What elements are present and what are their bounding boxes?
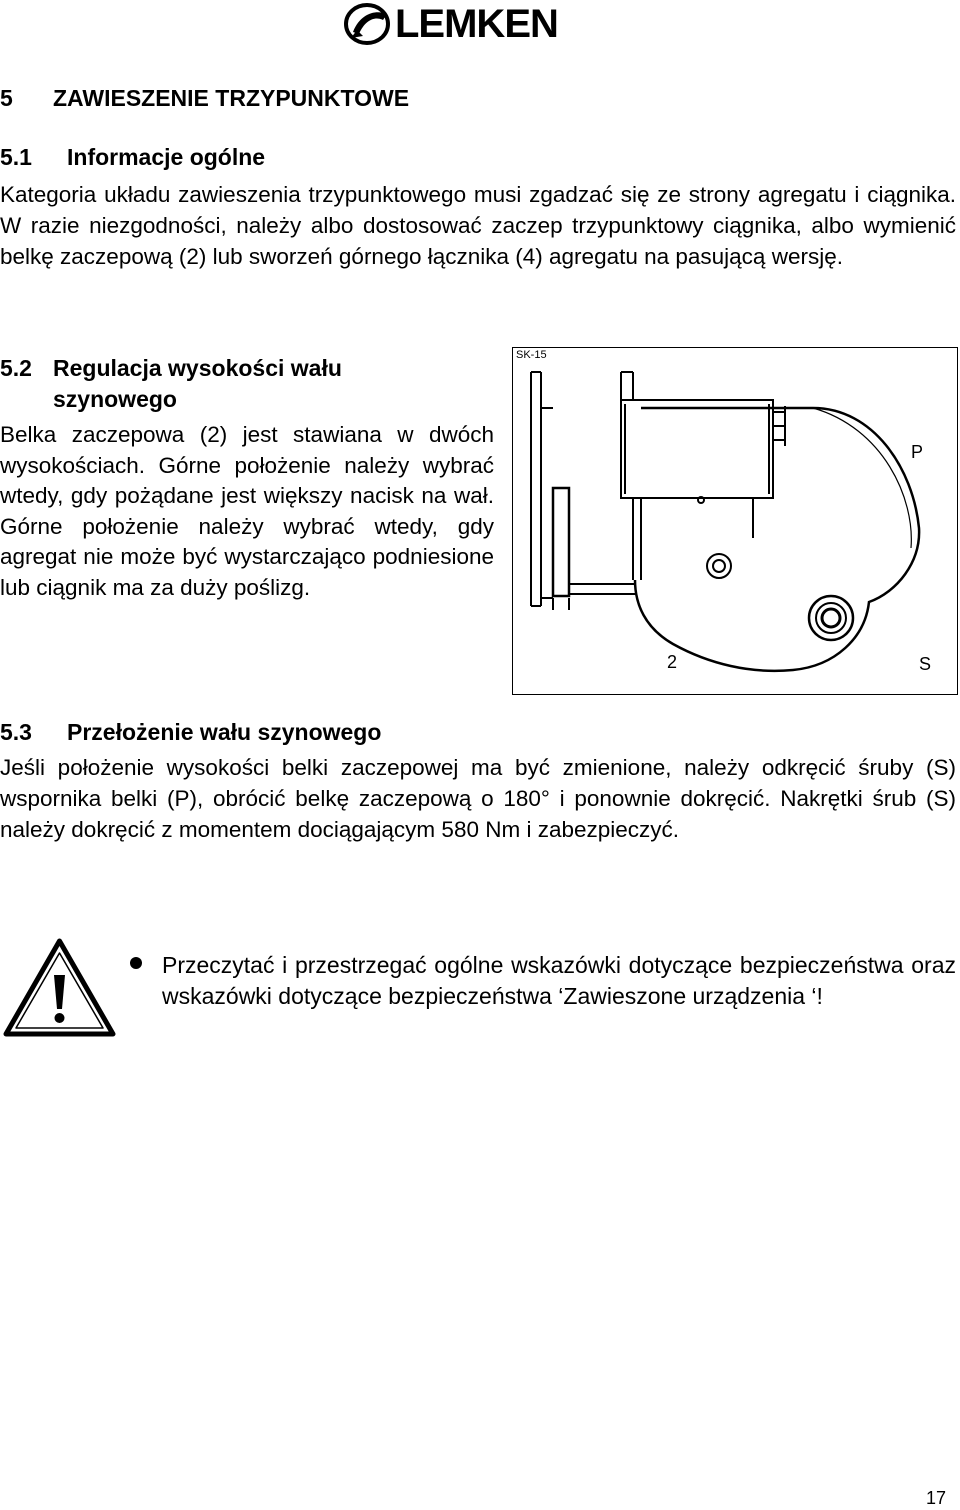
lemken-emblem-icon — [343, 2, 393, 46]
subsection-5-1-text: Kategoria układu zawieszenia trzypunktowego musi zgadzać się ze strony agregatu i ciągnika. W razie niezgodności, należy albo dostosować zaczep trzypunktowy ciągnika, albo wymienić belkę zaczepową (2) lub sworzeń górnego łącznika (4) agregatu na pasującą wersję. — [0, 182, 956, 269]
figure-code: SK-15 — [516, 349, 547, 361]
subsection-number: 5.1 — [0, 144, 32, 170]
warning-text: Przeczytać i przestrzegać ogólne wskazówki dotyczące bezpieczeństwa oraz wskazówki dotyczące bezpieczeństwa ‘Zawieszone urządzenia ‘! — [162, 952, 956, 1009]
figure-label-p: P — [911, 442, 924, 462]
section-title: ZAWIESZENIE TRZYPUNKTOWE — [53, 85, 410, 111]
bullet-icon — [130, 957, 142, 969]
figure-label-s: S — [919, 654, 932, 674]
subsection-title: Informacje ogólne — [67, 144, 266, 170]
hitch-bracket-figure — [512, 347, 958, 695]
subsection-heading-5-1 — [0, 143, 265, 171]
section-heading — [0, 84, 409, 112]
figure-label-2: 2 — [667, 652, 678, 672]
subsection-number: 5.2 — [0, 355, 32, 381]
subsection-5-3-text: Jeśli położenie wysokości belki zaczepowej ma być zmienione, należy odkręcić śruby (S) wspornika belki (P), obrócić belkę zaczepową o 180° i ponownie dokręcić. Nakrętki śrub (S) należy dokręcić z momentem dociągającym 580 Nm i zabezpieczyć. — [0, 755, 956, 842]
subsection-heading-5-3 — [0, 718, 381, 746]
page-number: 17 — [926, 1488, 947, 1508]
subsection-5-2-text: Belka zaczepowa (2) jest stawiana w dwóch wysokościach. Górne położenie należy wybrać wtedy, gdy pożądane jest większy nacisk na wał. Górne położenie należy wybrać wtedy, gdy agregat nie może być wystarczająco podniesione lub ciągnik ma za duży poślizg. — [0, 422, 494, 600]
section-number: 5 — [0, 85, 13, 111]
warning-triangle-icon — [2, 937, 117, 1039]
subsection-title-line2: szynowego — [53, 386, 177, 412]
subsection-heading-5-2 — [0, 353, 500, 415]
brand-name: LEMKEN — [395, 2, 558, 46]
subsection-title: Przełożenie wału szynowego — [67, 719, 382, 745]
brand-logo — [343, 2, 595, 46]
hitch-bracket-drawing — [513, 348, 957, 694]
subsection-title-line1: Regulacja wysokości wału — [53, 355, 342, 381]
warning-notice — [130, 950, 956, 1011]
subsection-number: 5.3 — [0, 719, 32, 745]
